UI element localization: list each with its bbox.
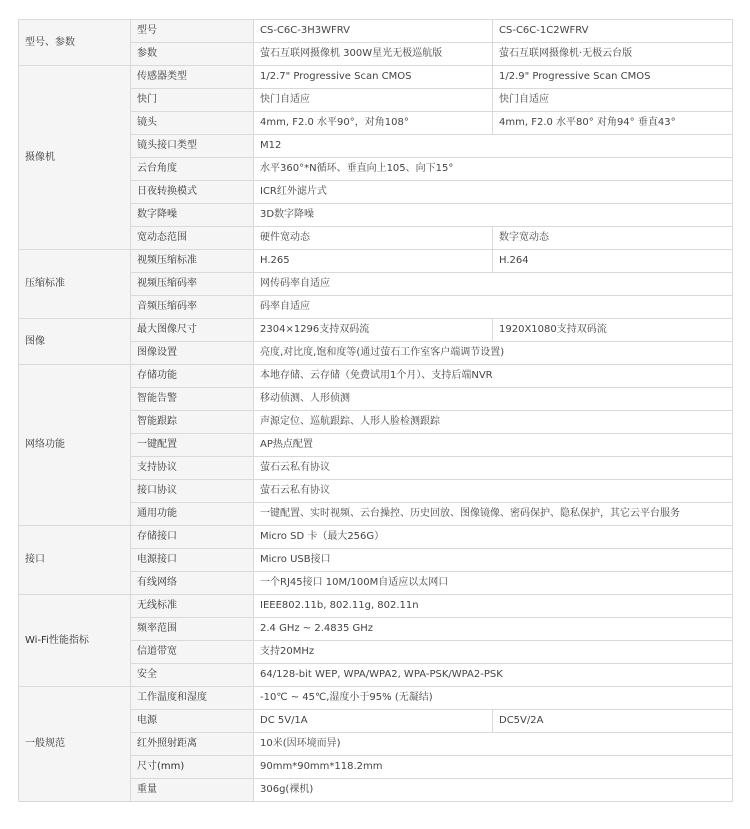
spec-label: 最大图像尺寸 — [131, 319, 254, 342]
spec-value: 1/2.7" Progressive Scan CMOS — [254, 66, 493, 89]
spec-value: ICR红外滤片式 — [254, 181, 733, 204]
spec-value: 4mm, F2.0 水平80° 对角94° 垂直43° — [493, 112, 733, 135]
spec-value: 萤石互联网摄像机 300W星光无极巡航版 — [254, 43, 493, 66]
spec-label: 型号 — [131, 20, 254, 43]
spec-value: 2.4 GHz ~ 2.4835 GHz — [254, 618, 733, 641]
spec-label: 存储功能 — [131, 365, 254, 388]
spec-label: 频率范围 — [131, 618, 254, 641]
spec-value: 2304×1296支持双码流 — [254, 319, 493, 342]
spec-label: 图像设置 — [131, 342, 254, 365]
spec-value: 快门自适应 — [493, 89, 733, 112]
group-title: 型号、参数 — [19, 20, 131, 66]
spec-value: 64/128-bit WEP, WPA/WPA2, WPA-PSK/WPA2-PSK — [254, 664, 733, 687]
spec-label: 存储接口 — [131, 526, 254, 549]
spec-label: 信道带宽 — [131, 641, 254, 664]
spec-value: DC 5V/1A — [254, 710, 493, 733]
spec-value: AP热点配置 — [254, 434, 733, 457]
spec-label: 视频压缩码率 — [131, 273, 254, 296]
spec-label: 宽动态范围 — [131, 227, 254, 250]
spec-value: 本地存储、云存储（免费试用1个月）、支持后端NVR — [254, 365, 733, 388]
spec-row — [19, 20, 733, 43]
spec-label: 红外照射距离 — [131, 733, 254, 756]
spec-value: H.265 — [254, 250, 493, 273]
spec-value: 3D数字降噪 — [254, 204, 733, 227]
spec-label: 一键配置 — [131, 434, 254, 457]
spec-value: 1920X1080支持双码流 — [493, 319, 733, 342]
spec-value: 快门自适应 — [254, 89, 493, 112]
spec-value: 4mm, F2.0 水平90°，对角108° — [254, 112, 493, 135]
spec-value: 水平360°*N循环、垂直向上105、向下15° — [254, 158, 733, 181]
spec-label: 通用功能 — [131, 503, 254, 526]
group-title: 网络功能 — [19, 365, 131, 526]
group-title: 摄像机 — [19, 66, 131, 250]
spec-value: 支持20MHz — [254, 641, 733, 664]
group-title: 图像 — [19, 319, 131, 365]
spec-value: M12 — [254, 135, 733, 158]
group-title: Wi-Fi性能指标 — [19, 595, 131, 687]
spec-table — [18, 19, 733, 802]
spec-label: 工作温度和湿度 — [131, 687, 254, 710]
spec-label: 智能告警 — [131, 388, 254, 411]
spec-label: 智能跟踪 — [131, 411, 254, 434]
group-title: 压缩标准 — [19, 250, 131, 319]
spec-label: 云台角度 — [131, 158, 254, 181]
spec-value: 声源定位、巡航跟踪、人形人脸检测跟踪 — [254, 411, 733, 434]
group-title: 一般规范 — [19, 687, 131, 802]
spec-label: 参数 — [131, 43, 254, 66]
spec-value: 亮度,对比度,饱和度等(通过萤石工作室客户端调节设置) — [254, 342, 733, 365]
spec-label: 传感器类型 — [131, 66, 254, 89]
spec-label: 安全 — [131, 664, 254, 687]
group-title: 接口 — [19, 526, 131, 595]
spec-label: 无线标准 — [131, 595, 254, 618]
spec-value: 萤石云私有协议 — [254, 480, 733, 503]
spec-label: 支持协议 — [131, 457, 254, 480]
spec-sheet — [18, 19, 732, 802]
spec-value: 萤石互联网摄像机·无极云台版 — [493, 43, 733, 66]
spec-value: 硬件宽动态 — [254, 227, 493, 250]
spec-label: 接口协议 — [131, 480, 254, 503]
spec-label: 有线网络 — [131, 572, 254, 595]
spec-label: 视频压缩标准 — [131, 250, 254, 273]
spec-value: -10℃ ~ 45℃,湿度小于95% (无凝结) — [254, 687, 733, 710]
spec-value: 10米(因环境而异) — [254, 733, 733, 756]
spec-value: 网传码率自适应 — [254, 273, 733, 296]
spec-value: 90mm*90mm*118.2mm — [254, 756, 733, 779]
spec-label: 镜头接口类型 — [131, 135, 254, 158]
spec-value: 移动侦测、人形侦测 — [254, 388, 733, 411]
spec-row — [19, 526, 733, 549]
spec-label: 电源 — [131, 710, 254, 733]
spec-label: 镜头 — [131, 112, 254, 135]
spec-label: 快门 — [131, 89, 254, 112]
spec-row — [19, 365, 733, 388]
spec-value: 一键配置、实时视频、云台操控、历史回放、图像镜像、密码保护、隐私保护，其它云平台服务 — [254, 503, 733, 526]
spec-value: 306g(裸机) — [254, 779, 733, 802]
spec-value: H.264 — [493, 250, 733, 273]
spec-value: IEEE802.11b, 802.11g, 802.11n — [254, 595, 733, 618]
spec-label: 音频压缩码率 — [131, 296, 254, 319]
spec-label: 电源接口 — [131, 549, 254, 572]
spec-row — [19, 66, 733, 89]
spec-label: 数字降噪 — [131, 204, 254, 227]
spec-value: 数字宽动态 — [493, 227, 733, 250]
spec-value: Micro SD 卡（最大256G） — [254, 526, 733, 549]
spec-value: Micro USB接口 — [254, 549, 733, 572]
spec-label: 日夜转换模式 — [131, 181, 254, 204]
spec-value: CS-C6C-1C2WFRV — [493, 20, 733, 43]
spec-value: 1/2.9" Progressive Scan CMOS — [493, 66, 733, 89]
spec-label: 尺寸(mm) — [131, 756, 254, 779]
spec-value: 码率自适应 — [254, 296, 733, 319]
spec-value: 萤石云私有协议 — [254, 457, 733, 480]
spec-value: 一个RJ45接口 10M/100M自适应以太网口 — [254, 572, 733, 595]
spec-row — [19, 595, 733, 618]
spec-label: 重量 — [131, 779, 254, 802]
spec-row — [19, 319, 733, 342]
spec-value: CS-C6C-3H3WFRV — [254, 20, 493, 43]
spec-value: DC5V/2A — [493, 710, 733, 733]
spec-row — [19, 687, 733, 710]
spec-row — [19, 250, 733, 273]
